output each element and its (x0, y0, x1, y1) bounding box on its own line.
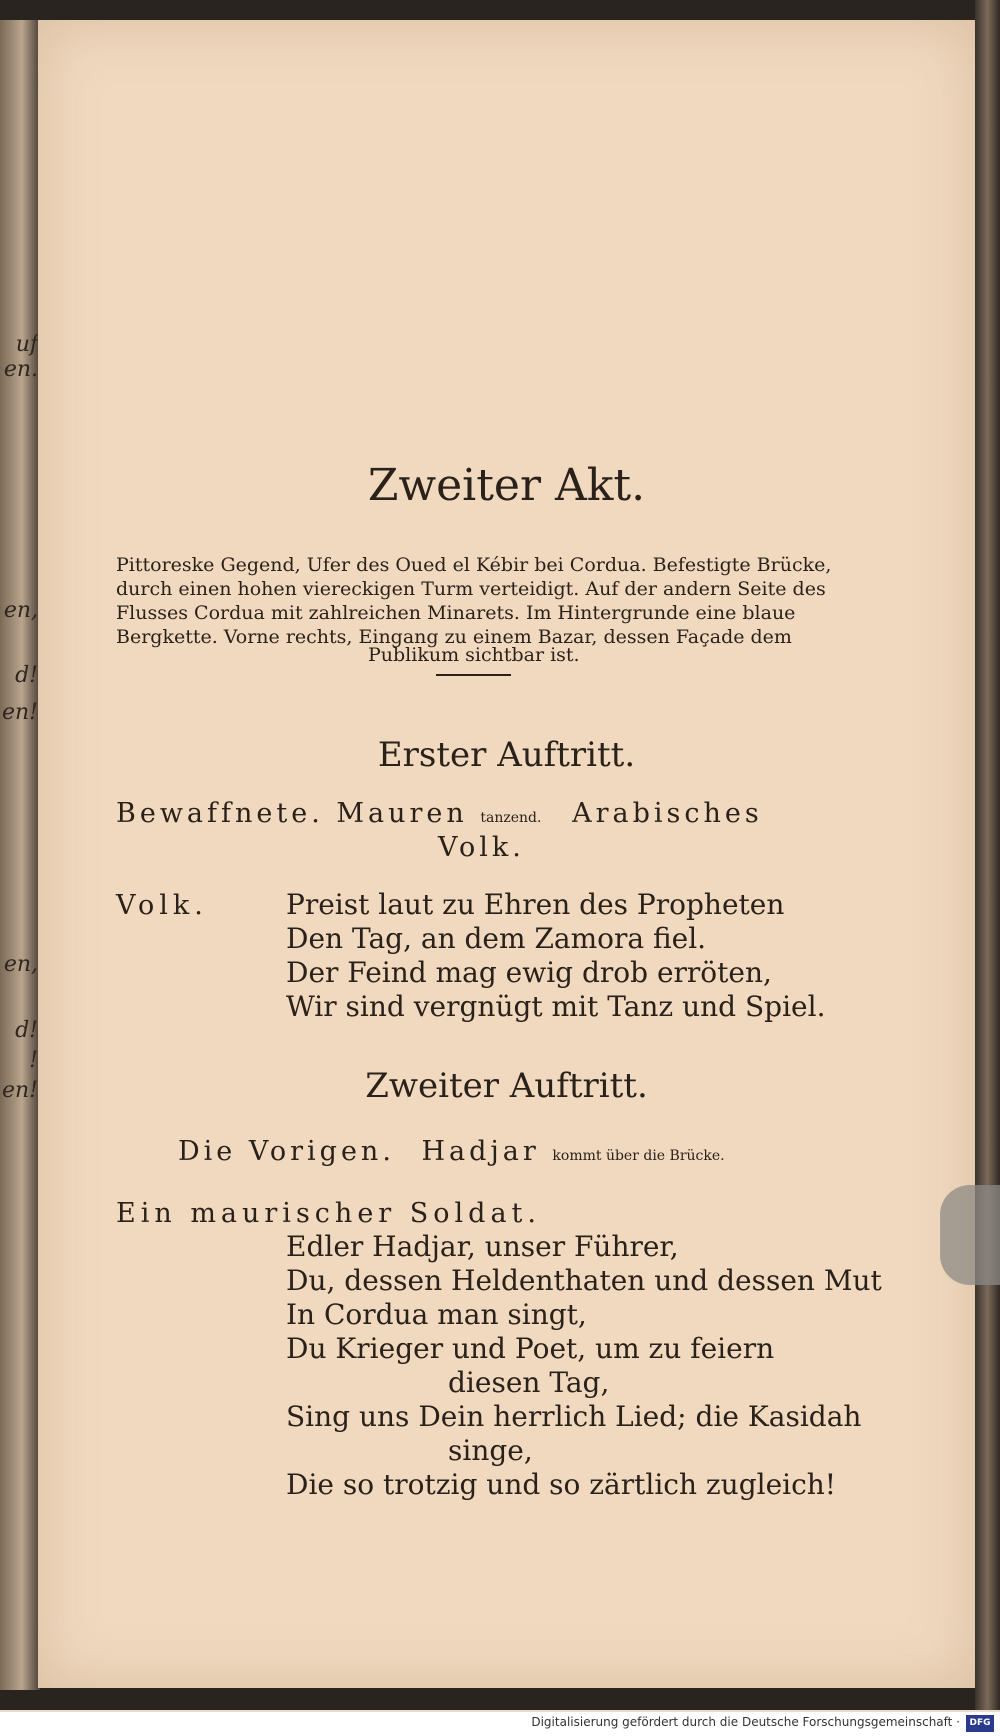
left-page-fragment: d! (15, 1018, 38, 1043)
cast-names: Arabisches (572, 798, 763, 829)
stage-direction-line: Pittoreske Gegend, Ufer des Oued el Kébir bei Cordua. Befestigte Brücke, (116, 554, 832, 576)
footer-credit: Digitalisierung gefördert durch die Deutsche Forschungsgemeinschaft · (531, 1715, 960, 1729)
verse-line: Die so trotzig und so zärtlich zugleich! (286, 1468, 837, 1501)
verse-line: Den Tag, an dem Zamora fiel. (286, 922, 707, 955)
cast-line: Volk. (438, 832, 525, 863)
book-edge (975, 0, 1000, 1710)
verse-line: Der Feind mag ewig drob erröten, (286, 956, 772, 989)
page-clip (940, 1185, 1000, 1285)
act-title: Zweiter Akt. (367, 460, 646, 511)
left-page-fragment: en. (3, 357, 38, 382)
verse-line: Wir sind vergnügt mit Tanz und Spiel. (286, 990, 826, 1023)
verse-line: singe, (448, 1434, 533, 1467)
verse-line: Edler Hadjar, unser Führer, (286, 1230, 679, 1263)
left-page-fragment: d! (15, 663, 38, 688)
left-page-fragment: uf (15, 332, 38, 357)
verse-line: diesen Tag, (448, 1366, 610, 1399)
speaker-name: Ein maurischer Soldat. (116, 1198, 541, 1229)
left-page-fragment: en! (1, 1078, 38, 1103)
verse-line: Du Krieger und Poet, um zu feiern (286, 1332, 775, 1365)
verse-line: Preist laut zu Ehren des Propheten (286, 888, 785, 921)
cast-note: tanzend. (480, 810, 542, 826)
cast-line (116, 798, 763, 829)
dfg-logo: DFG (966, 1715, 994, 1732)
footer-bar (0, 1712, 1000, 1736)
scene-title: Erster Auftritt. (377, 735, 636, 775)
left-page-fragment: en, (3, 952, 38, 977)
left-page-fragment: en, (3, 598, 38, 623)
stage-direction-line: Flusses Cordua mit zahlreichen Minarets. Im Hintergrunde eine blaue (116, 602, 796, 624)
cast-names: Bewaffnete. Mauren (116, 798, 468, 829)
cast-names: Hadjar (421, 1136, 540, 1167)
stage-direction-line: Publikum sichtbar ist. (368, 644, 580, 666)
stage-direction-line: durch einen hohen viereckigen Turm verteidigt. Auf der andern Seite des (116, 578, 826, 600)
left-page-fragment: en! (1, 700, 38, 725)
verse-line: Sing uns Dein herrlich Lied; die Kasidah (286, 1400, 862, 1433)
speaker-name: Volk. (116, 890, 208, 921)
verse-line: Du, dessen Heldenthaten und dessen Mut (286, 1264, 882, 1297)
cast-line (178, 1136, 725, 1167)
scene-title: Zweiter Auftritt. (365, 1066, 648, 1106)
cast-note: kommt über die Brücke. (552, 1148, 725, 1164)
section-divider (436, 674, 511, 676)
verse-line: In Cordua man singt, (286, 1298, 587, 1331)
left-page-edge (0, 20, 40, 1690)
stage-direction-line: Bergkette. Vorne rechts, Eingang zu einem Bazar, dessen Façade dem (116, 626, 792, 648)
left-page-fragment: ! (29, 1048, 38, 1073)
cast-names: Die Vorigen. (178, 1136, 395, 1167)
book-page (38, 20, 975, 1688)
